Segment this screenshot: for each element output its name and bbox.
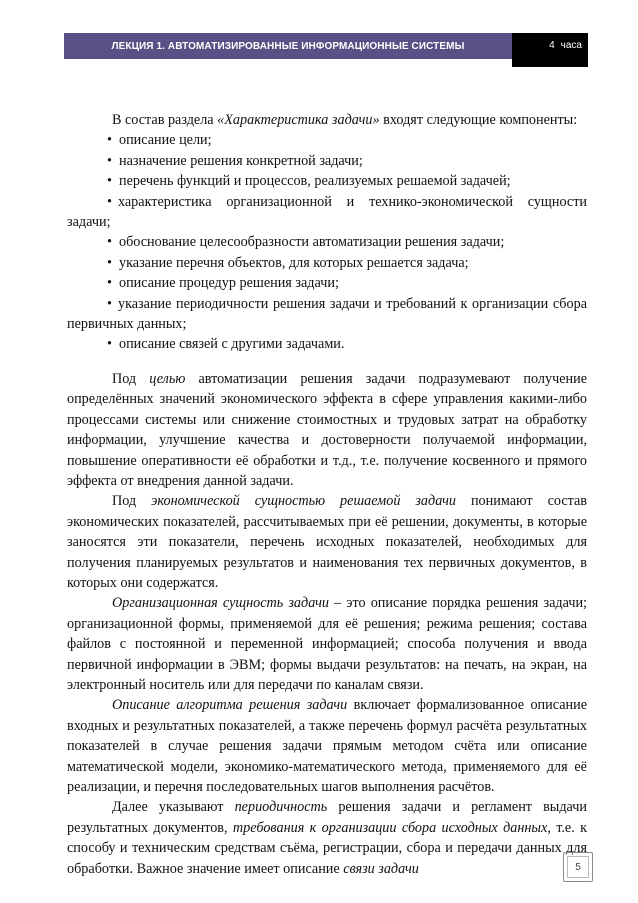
header-hours-number: 4 [549,40,555,51]
list-item-text: характеристика организационной и технико-экономической сущности задачи; [67,193,587,231]
list-item-text: описание связей с другими задачами. [119,336,345,353]
list-item [67,294,587,335]
intro-text-a: В состав раздела [112,112,218,128]
paragraph-periodicity [67,797,587,879]
bullet-icon: • [107,336,112,353]
list-item-text: описание процедур решения задачи; [119,275,339,292]
list-item-text: указание перечня объектов, для которых решается задача; [119,254,469,271]
list-item-text: описание цели; [119,132,212,149]
intro-italic: «Характеристика задачи» [217,112,380,128]
bullet-icon: • [107,275,112,292]
spacer [67,355,587,369]
components-list [67,130,587,354]
p5-italic-b: периодичность [234,799,328,816]
list-item-text: перечень функций и процессов, реализуемых решаемой задачей; [119,173,511,190]
p5-italic-d: требования к организации сбора исходных данных, [232,819,551,836]
p4-italic: Описание алгоритма решения задачи [112,697,348,714]
paragraph-economic-essence [67,491,587,593]
bullet-icon: • [107,132,112,149]
header-title: ЛЕКЦИЯ 1. АВТОМАТИЗИРОВАННЫЕ ИНФОРМАЦИОННЫЕ СИСТЕМЫ [64,33,512,59]
intro-text-c: входят следующие компоненты: [379,112,578,128]
list-item-text: обоснование целесообразности автоматизации решения задачи; [119,234,505,251]
p2-italic: экономической сущностью решаемой задачи [151,493,456,510]
list-item-text: назначение решения конкретной задачи; [119,152,363,169]
list-item [67,273,587,293]
bullet-icon: • [107,234,112,251]
list-item [67,192,587,233]
list-item-text: указание периодичности решения задачи и требований к организации сбора первичных данных; [67,295,587,333]
p1-text-c: автоматизации решения задачи подразумевают получение определённых значений экономического эффекта в сфере управления какими-либо процессами системы или снижение стоимостных и трудовых затрат на обработку информации, улучшение качества и достоверности получаемой информации, повышение оперативности её обработки и т.д., т.е. получение косвенного и прямого эффекта от внедрения данной задачи. [67,370,587,489]
p1-text-a: Под [112,370,150,387]
p5-italic-f: связи задачи [343,860,419,877]
p1-italic: целью [149,370,186,387]
list-item [67,151,587,171]
list-item [67,334,587,354]
intro-paragraph [67,110,587,130]
p3-italic: Организационная сущность задачи [112,595,329,612]
page-header [64,33,588,67]
p5-text-c: решения задачи и регламент выдачи результатных документов, [67,799,587,836]
p2-text-a: Под [112,493,152,510]
list-item [67,232,587,252]
p5-text-e: т.е. к способу и техническим средствам съёма, регистрации, сбора и передачи данных для обработки. Важное значение имеет описание [67,819,587,877]
p2-text-c: понимают состав экономических показателей, рассчитываемых при её решении, документы, в которые заносятся эти показатели, перечень исходных показателей, необходимых для получения планируемых результатов и наименования тех первичных документов, в которых они содержатся. [67,493,587,591]
list-item [67,253,587,273]
p4-text-c: включает формализованное описание входных и результатных показателей, а также перечень формул расчёта результатных показателей в случае решения задачи прямым методом счёта или описание математической модели, экономико-математического метода, применяемого для её реализации, и перечня последовательных шагов выполнения расчётов. [67,697,587,795]
document-body [67,110,587,879]
paragraph-algorithm [67,695,587,797]
list-item [67,130,587,150]
bullet-icon: • [107,295,112,312]
header-hours [512,33,588,67]
bullet-icon: • [107,254,112,271]
paragraph-goal [67,369,587,491]
page-number: 5 [563,852,593,882]
list-item [67,171,587,191]
p5-text-a: Далее указывают [112,799,235,816]
paragraph-organizational-essence [67,593,587,695]
bullet-icon: • [107,193,112,210]
bullet-icon: • [107,173,112,190]
header-hours-label: часа [560,40,582,51]
bullet-icon: • [107,152,112,169]
p3-text-c: – это описание порядка решения задачи; организационной формы, применяемой для её решения; режима решения; состава файлов с постоянной и переменной информацией; способа получения и ввода первичной информации в ЭВМ; формы выдачи результатов: на печать, на экран, на электронный носитель или для передачи по каналам связи. [67,595,587,693]
